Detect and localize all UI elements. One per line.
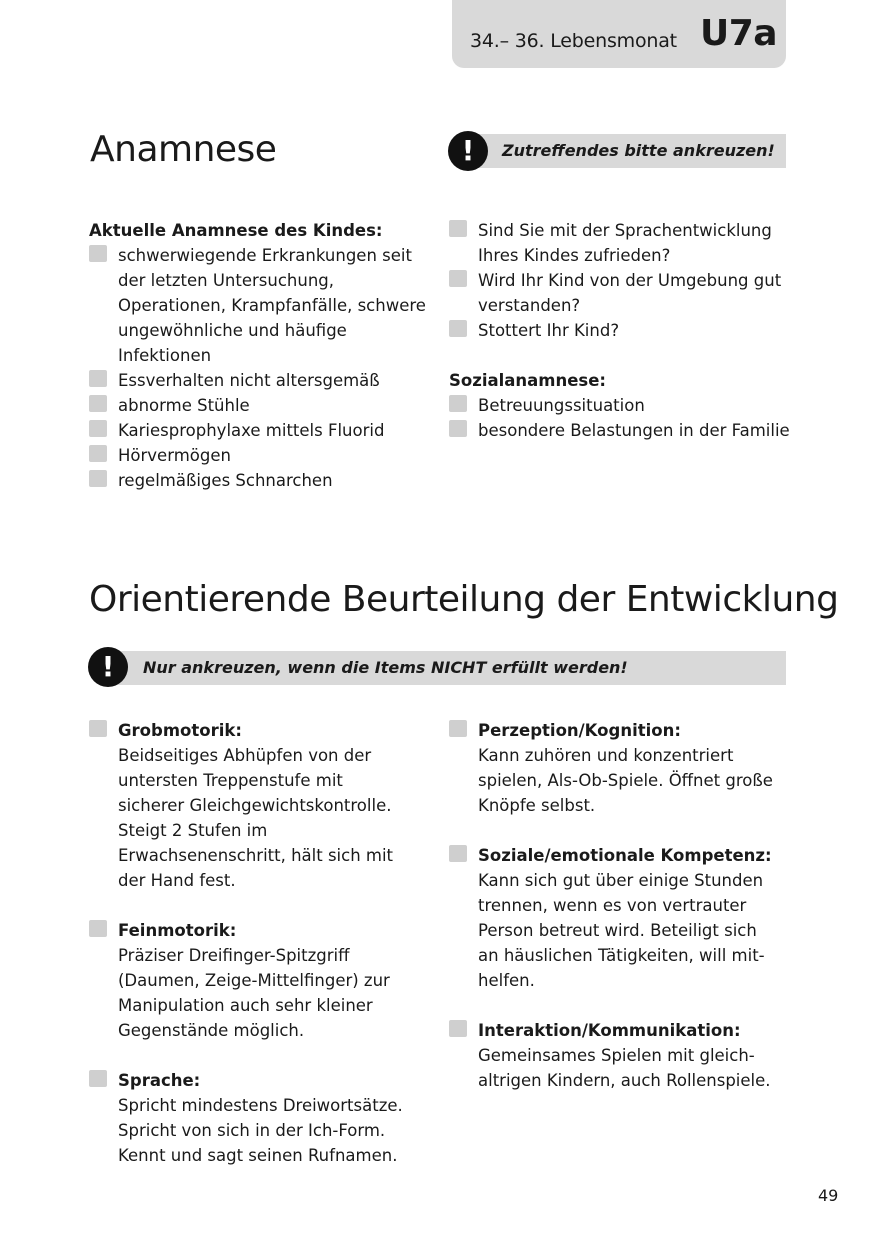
checkbox-icon[interactable] — [449, 270, 467, 287]
milestone-description: Spricht mindestens Dreiwortsätze. Spricht von sich in der Ich-Form. Kennt und sagt seinen Rufnamen. — [118, 1096, 403, 1165]
milestone-title: Grobmotorik: — [118, 721, 242, 740]
checkbox-icon[interactable] — [449, 1020, 467, 1037]
milestone-title: Interaktion/Kommunikation: — [478, 1021, 741, 1040]
milestone-description: Kann zuhören und konzentriert spielen, Als-Ob-Spiele. Öffnet große Knöpfe selbst. — [478, 746, 773, 815]
spacer — [449, 993, 779, 1018]
milestone-title: Feinmotorik: — [118, 921, 237, 940]
anamnesis-item-label: Essverhalten nicht altersgemäß — [118, 371, 380, 390]
age-range-label: 34.– 36. Lebensmonat — [470, 30, 677, 52]
checkbox-icon[interactable] — [89, 720, 107, 737]
checkbox-icon[interactable] — [449, 420, 467, 437]
social-item[interactable] — [449, 418, 799, 443]
milestone-description: Gemeinsames Spielen mit gleichaltrigen Kindern, auch Rollenspiele. — [478, 1046, 771, 1090]
anamnese-right-column — [449, 218, 799, 443]
anamnesis-item[interactable] — [449, 218, 799, 268]
milestone-description: Kann sich gut über einige Stunden trennen, wenn es von vertrauter Person betreut wird. Beteiligt sich an häuslichen Tätigkeiten, will mithelfen. — [478, 871, 765, 990]
anamnesis-item-label: abnorme Stühle — [118, 396, 250, 415]
checkbox-icon[interactable] — [449, 720, 467, 737]
milestone-item[interactable] — [449, 1018, 779, 1093]
spacer — [89, 1043, 409, 1068]
social-anamnesis-list — [449, 393, 799, 443]
anamnese-left-column — [89, 218, 434, 493]
development-left-column — [89, 718, 409, 1168]
current-anamnesis-list — [89, 243, 434, 493]
anamnesis-item[interactable] — [449, 268, 799, 318]
spacer — [449, 343, 799, 368]
milestone-item[interactable] — [449, 843, 779, 993]
milestone-item[interactable] — [89, 718, 409, 893]
milestone-description: Präziser Dreifinger-Spitzgriff (Daumen, Zeige-Mittelfinger) zur Manipulation auch sehr kleiner Gegenstände möglich. — [118, 946, 390, 1040]
development-notice-bar — [104, 651, 786, 685]
spacer — [449, 818, 779, 843]
milestone-title: Soziale/emotionale Kompetenz: — [478, 846, 772, 865]
development-right-list — [449, 718, 779, 1093]
anamnesis-item[interactable] — [89, 468, 434, 493]
examination-code: U7a — [700, 13, 778, 54]
milestone-item[interactable] — [89, 918, 409, 1043]
anamnesis-item-label: Sind Sie mit der Sprachentwicklung Ihres Kindes zufrieden? — [478, 221, 772, 265]
checkbox-icon[interactable] — [89, 370, 107, 387]
milestone-description: Beidseitiges Abhüpfen von der untersten Treppenstufe mit sicherer Gleichgewichtskontrolle. Steigt 2 Stufen im Erwachsenenschritt, hält sich mit der Hand fest. — [118, 746, 394, 890]
anamnesis-item[interactable] — [89, 418, 434, 443]
anamnese-notice-text: Zutreffendes bitte ankreuzen! — [502, 141, 775, 160]
anamnesis-item[interactable] — [89, 443, 434, 468]
development-notice-text: Nur ankreuzen, wenn die Items NICHT erfüllt werden! — [143, 658, 628, 677]
page-number: 49 — [818, 1186, 839, 1205]
social-item-label: Betreuungssituation — [478, 396, 645, 415]
checkbox-icon[interactable] — [89, 445, 107, 462]
anamnesis-item-label: Kariesprophylaxe mittels Fluorid — [118, 421, 385, 440]
development-right-column — [449, 718, 779, 1093]
checkbox-icon[interactable] — [89, 920, 107, 937]
anamnesis-item-label: regelmäßiges Schnarchen — [118, 471, 333, 490]
checkbox-icon[interactable] — [89, 395, 107, 412]
anamnesis-item-label: Wird Ihr Kind von der Umgebung gut verstanden? — [478, 271, 782, 315]
language-anamnesis-list — [449, 218, 799, 343]
development-left-list — [89, 718, 409, 1168]
milestone-item[interactable] — [89, 1068, 409, 1168]
current-anamnesis-heading: Aktuelle Anamnese des Kindes: — [89, 221, 383, 240]
anamnese-notice-bar — [464, 134, 786, 168]
checkbox-icon[interactable] — [89, 245, 107, 262]
checkbox-icon[interactable] — [449, 395, 467, 412]
social-anamnesis-heading: Sozialanamnese: — [449, 371, 607, 390]
development-title: Orientierende Beurteilung der Entwicklung — [89, 579, 839, 620]
exclamation-circle-icon: ! — [448, 131, 488, 171]
milestone-item[interactable] — [449, 718, 779, 818]
checkbox-icon[interactable] — [89, 470, 107, 487]
anamnese-title: Anamnese — [90, 129, 277, 170]
milestone-title: Sprache: — [118, 1071, 201, 1090]
checkbox-icon[interactable] — [449, 320, 467, 337]
exclamation-circle-icon: ! — [88, 647, 128, 687]
anamnesis-item-label: Stottert Ihr Kind? — [478, 321, 620, 340]
anamnesis-item[interactable] — [89, 368, 434, 393]
anamnesis-item[interactable] — [89, 243, 434, 368]
checkbox-icon[interactable] — [89, 1070, 107, 1087]
checkbox-icon[interactable] — [89, 420, 107, 437]
anamnesis-item[interactable] — [89, 393, 434, 418]
checkbox-icon[interactable] — [449, 220, 467, 237]
social-item[interactable] — [449, 393, 799, 418]
spacer — [89, 893, 409, 918]
milestone-title: Perzeption/Kognition: — [478, 721, 681, 740]
anamnesis-item-label: Hörvermögen — [118, 446, 231, 465]
anamnesis-item[interactable] — [449, 318, 799, 343]
social-item-label: besondere Belastungen in der Familie — [478, 421, 790, 440]
anamnesis-item-label: schwerwiegende Erkrankungen seit der letzten Untersuchung, Operationen, Krampfanfälle, schwere ungewöhnliche und häufige Infektionen — [118, 246, 426, 365]
checkbox-icon[interactable] — [449, 845, 467, 862]
